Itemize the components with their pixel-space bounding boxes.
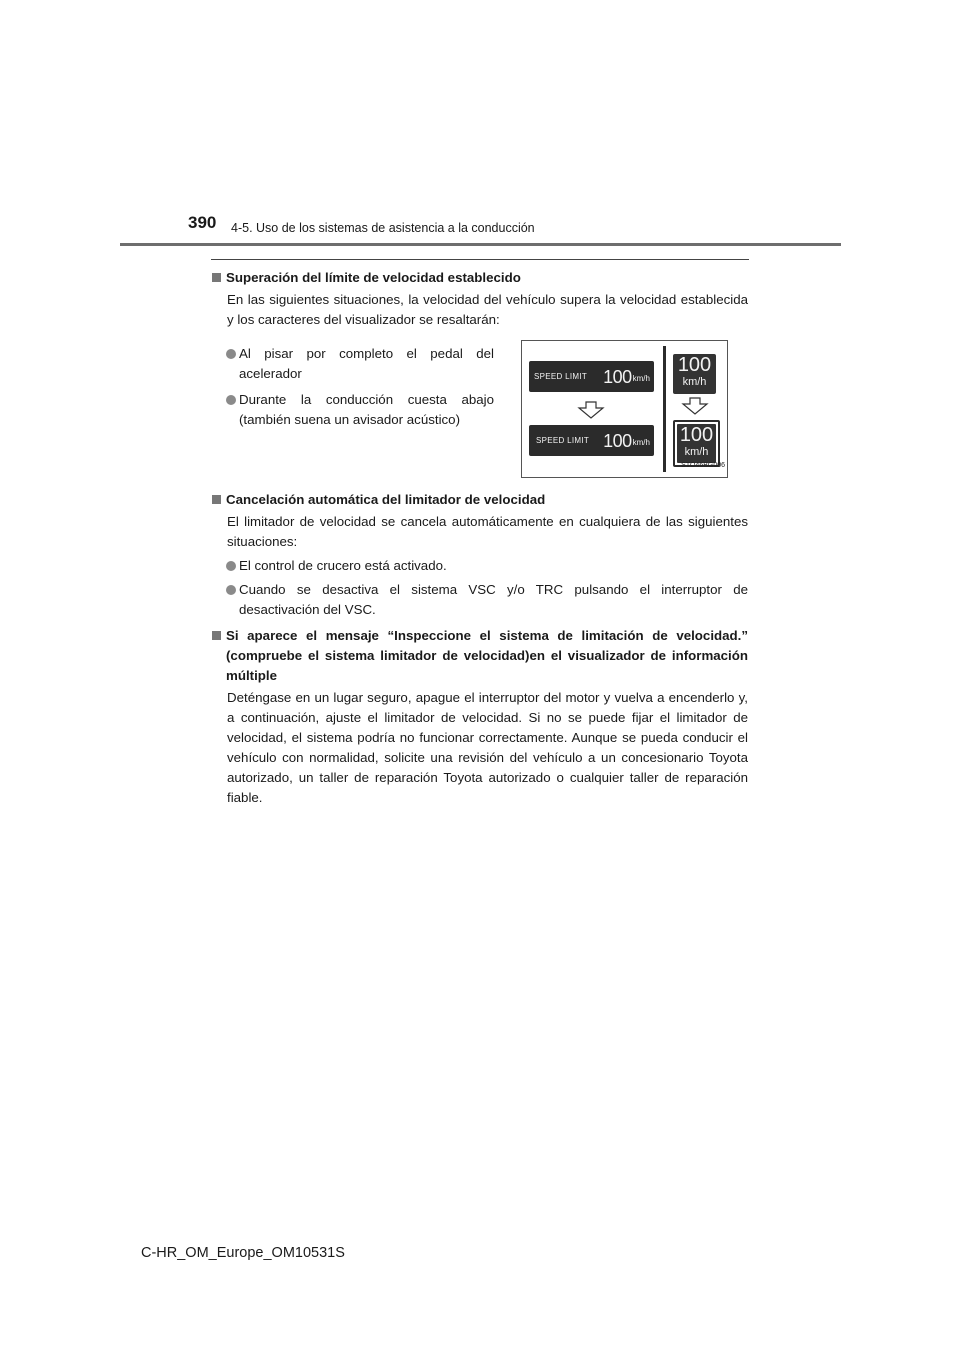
- display-speed-unit: km/h: [632, 437, 650, 447]
- list-item: [211, 390, 494, 430]
- display-speed-value: 100: [603, 430, 632, 451]
- list-item: [211, 556, 748, 576]
- display-normal: [529, 361, 654, 392]
- heading-text: Cancelación automática del limitador de velocidad: [226, 492, 546, 507]
- list-item-text: Cuando se desactiva el sistema VSC y/o TRC pulsando el interruptor de desactivación del VSC.: [239, 582, 748, 617]
- down-arrow-icon: [681, 397, 709, 415]
- list-item-text: Durante la conducción cuesta abajo (también suena un avisador acústico): [239, 392, 494, 427]
- heading-text: Si aparece el mensaje “Inspeccione el sistema de limitación de velocidad.” (compruebe el sistema limitador de velocidad)en el visualizador de información múltiple: [226, 628, 748, 683]
- display-speed-value: 100: [603, 366, 632, 387]
- footer-doc-id: C-HR_OM_Europe_OM10531S: [141, 1245, 345, 1261]
- tile-speed-value: 100: [679, 424, 714, 446]
- display-label: SPEED LIMIT: [536, 435, 590, 445]
- list-item-text: Al pisar por completo el pedal del acelerador: [239, 346, 494, 381]
- main-content: [211, 268, 748, 808]
- section-intro: El limitador de velocidad se cancela automáticamente en cualquiera de las siguientes situaciones:: [227, 514, 748, 549]
- speed-tile-normal: [673, 354, 716, 394]
- section-heading-inspect: [211, 626, 748, 686]
- circle-bullet-icon: [226, 561, 236, 571]
- display-label: SPEED LIMIT: [534, 371, 588, 381]
- section-heading-exceed: [211, 268, 748, 288]
- figure-divider: [663, 346, 666, 472]
- square-bullet-icon: [212, 495, 221, 504]
- tile-speed-unit: km/h: [684, 446, 709, 458]
- header-rule: [120, 243, 841, 246]
- circle-bullet-icon: [226, 395, 236, 405]
- circle-bullet-icon: [226, 585, 236, 595]
- bullet-list: [211, 338, 494, 430]
- down-arrow-icon: [577, 401, 605, 419]
- circle-bullet-icon: [226, 349, 236, 359]
- heading-text: Superación del límite de velocidad establecido: [226, 270, 521, 285]
- speed-limit-display-figure: [521, 340, 728, 478]
- list-item-text: El control de crucero está activado.: [239, 558, 447, 573]
- list-item: [211, 580, 748, 620]
- tile-speed-unit: km/h: [682, 376, 707, 388]
- square-bullet-icon: [212, 273, 221, 282]
- running-header: 4-5. Uso de los sistemas de asistencia a la conducción: [231, 221, 535, 235]
- section-body: Deténgase en un lugar seguro, apague el interruptor del motor y vuelva a encenderlo y, a continuación, ajuste el limitador de velocidad. Si no se puede fijar el limitador de velocidad, el sistema podría no funcionar correctamente. Aunque se pueda conducir el vehículo con normalidad, solicite una revisión del vehículo a un concesionario Toyota autorizado, un taller de reparación Toyota autorizado o cualquier taller de reparación fiable.: [227, 690, 748, 805]
- display-speed-unit: km/h: [632, 373, 650, 383]
- page-number: 390: [188, 213, 217, 232]
- figure-code: STO46BG006: [681, 462, 725, 469]
- section-intro: En las siguientes situaciones, la velocidad del vehículo supera la velocidad establecida y los caracteres del visualizador se resaltarán:: [227, 292, 748, 327]
- bullets-with-figure: [211, 330, 748, 478]
- display-highlighted: [529, 425, 654, 456]
- square-bullet-icon: [212, 631, 221, 640]
- list-item: [211, 344, 494, 384]
- section-rule: [211, 259, 749, 260]
- tile-speed-value: 100: [677, 354, 712, 376]
- section-heading-cancel: [211, 490, 748, 510]
